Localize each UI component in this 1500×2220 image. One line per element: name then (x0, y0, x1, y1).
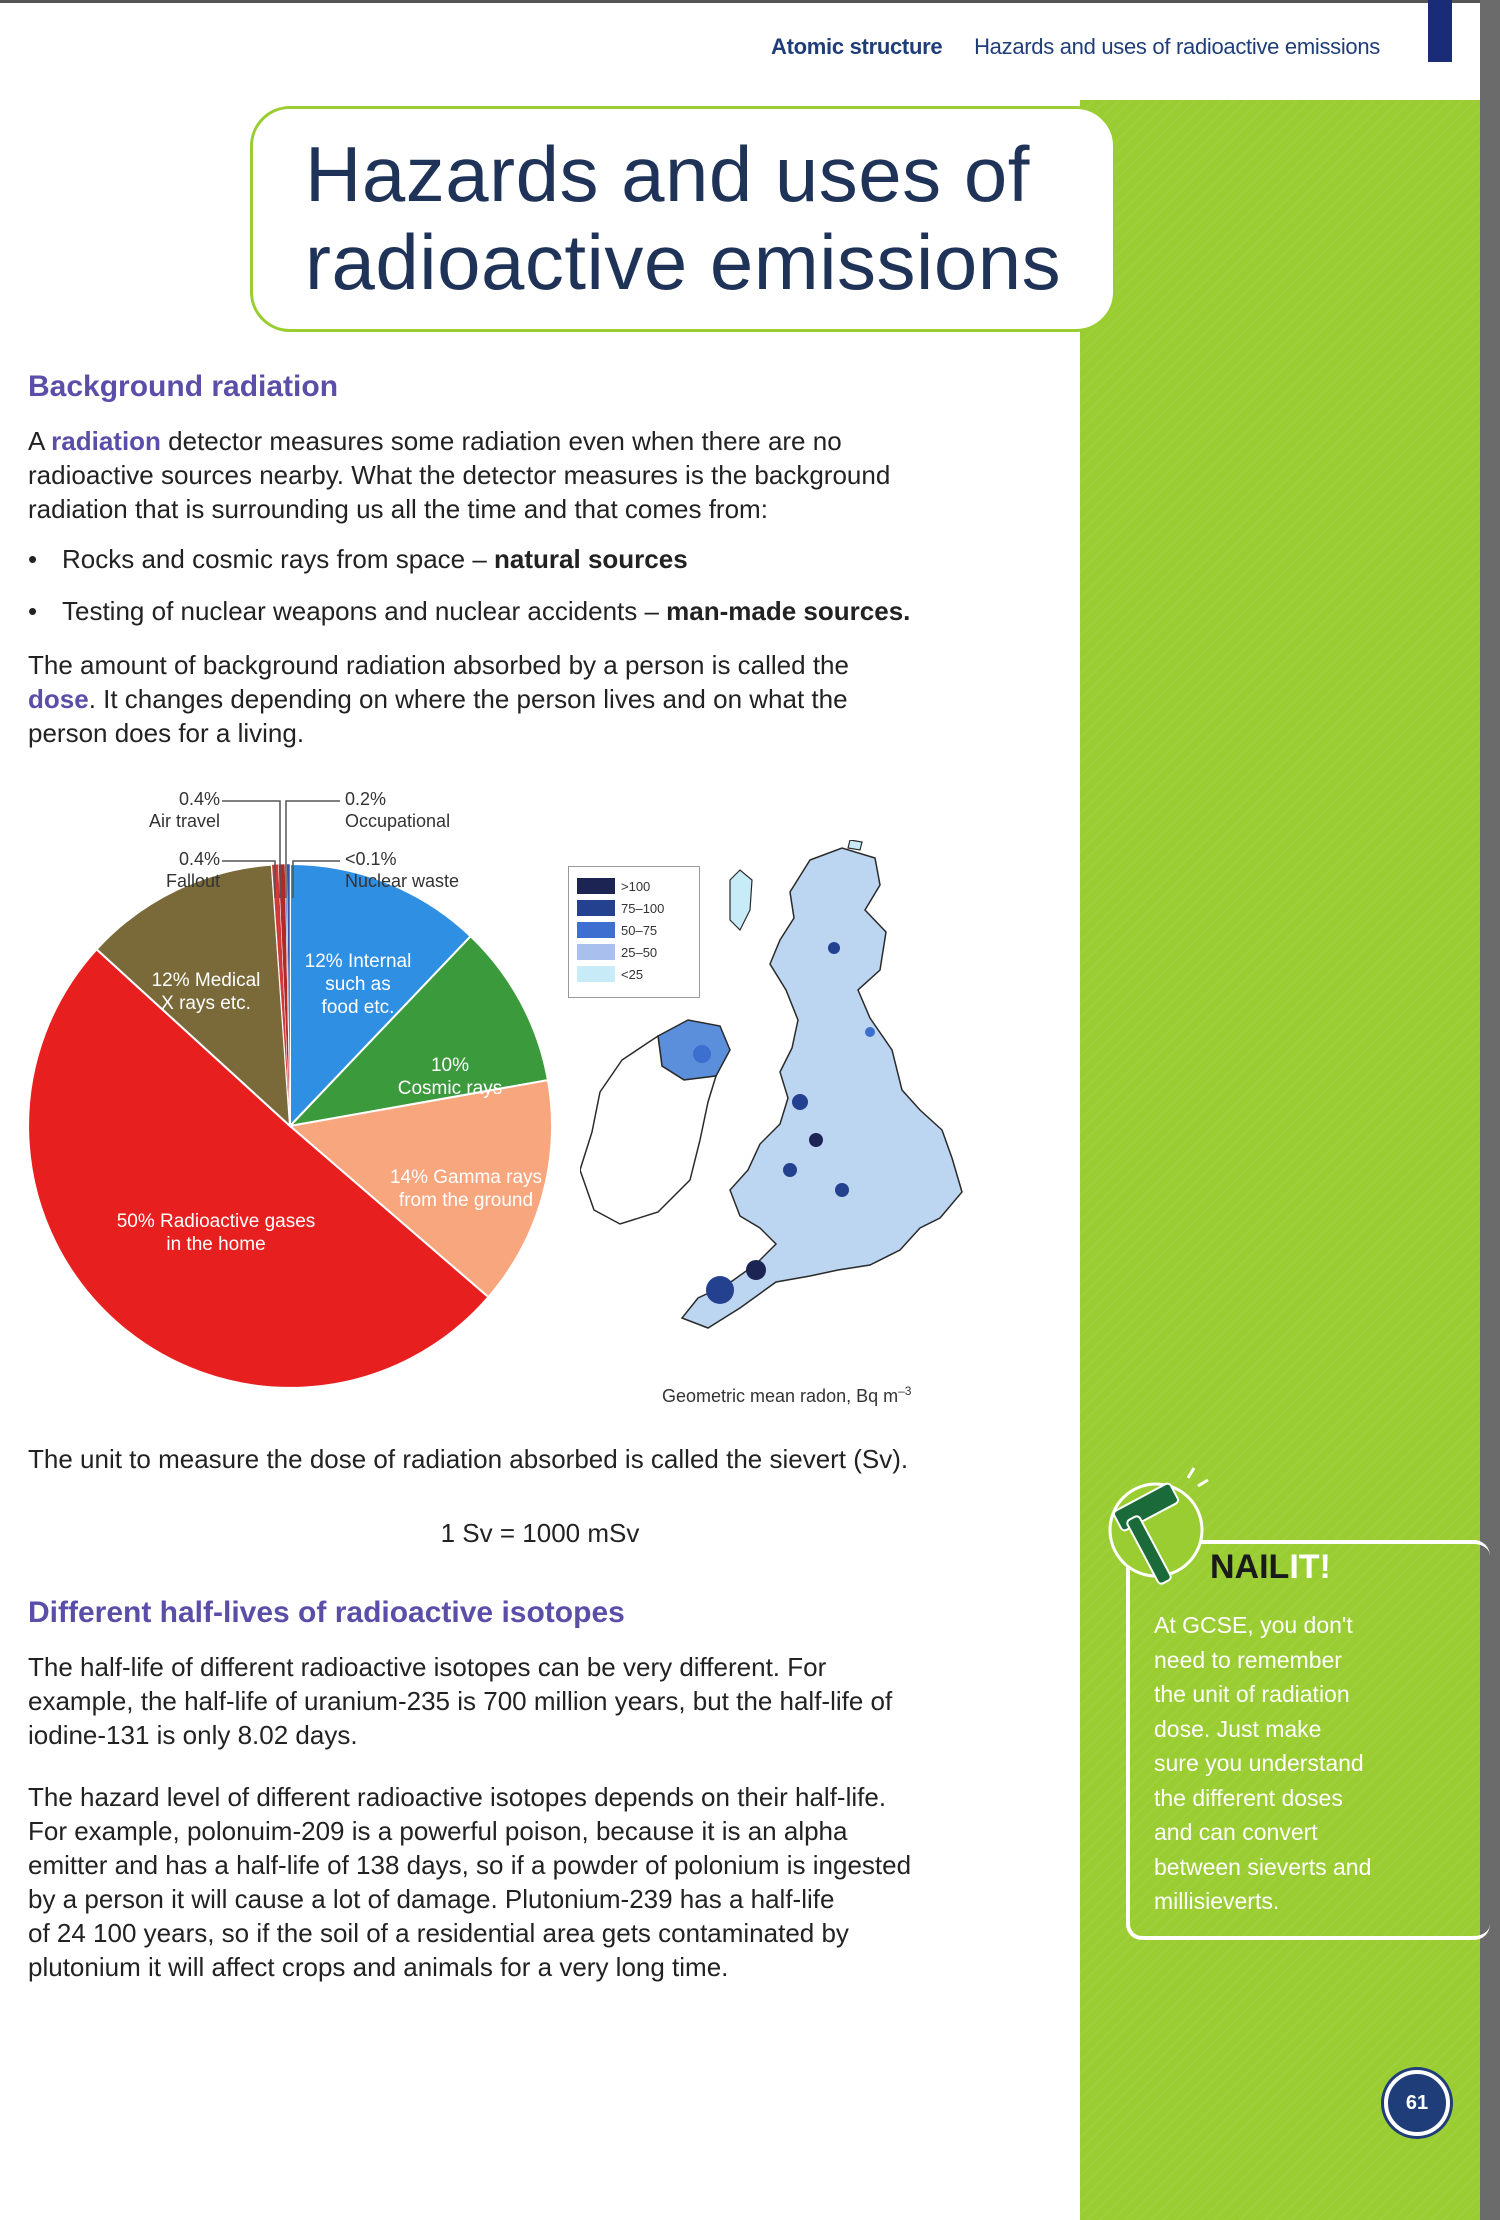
section-tab (1428, 0, 1452, 62)
hammer-icon (1104, 1464, 1214, 1594)
hl-p1-line: The half-life of different radioactive isotopes can be very different. For (28, 1652, 827, 1682)
nail-it-line: millisieverts. (1154, 1888, 1280, 1914)
hotspot-northumberland (865, 1027, 875, 1037)
hotspot-wales (783, 1163, 797, 1177)
hotspot-highlands (828, 942, 840, 954)
p1-line1-rest: detector measures some radiation even when there are no (160, 426, 842, 456)
legend-label: 25–50 (621, 944, 658, 960)
uk-radon-map (580, 840, 1060, 1380)
map-caption (662, 1384, 911, 1407)
label-gases-2: in the home (166, 1234, 266, 1255)
legend-label: 50–75 (621, 922, 658, 938)
nail-it-line: sure you understand (1154, 1750, 1364, 1776)
sievert-sentence: The unit to measure the dose of radiation absorbed is called the sievert (Sv). (28, 1444, 909, 1474)
callout-waste-pct: <0.1% (345, 849, 397, 869)
legend-label: <25 (621, 966, 644, 982)
bullet-dot: • (28, 544, 38, 574)
nail-it-line: and can convert (1154, 1819, 1318, 1845)
label-internal-2: such as (325, 974, 391, 995)
keyword-dose: dose (28, 684, 89, 714)
nail-it-heading-2: IT! (1289, 1548, 1331, 1586)
nail-it-line: the unit of radiation (1154, 1681, 1350, 1707)
sievert-equation: 1 Sv = 1000 mSv (440, 1518, 640, 1548)
map-hebrides (730, 870, 752, 930)
callout-fallout (120, 848, 220, 892)
halflives-heading: Different half-lives of radioactive isotopes (28, 1596, 625, 1629)
pie-slices (28, 864, 552, 1388)
hl-p1-line: example, the half-life of uranium-235 is 700 million years, but the half-life of (28, 1686, 893, 1716)
keyword-radiation: radiation (51, 426, 161, 456)
p2-line3: person does for a living. (28, 718, 305, 748)
legend-label: >100 (621, 878, 651, 894)
label-internal-3: food etc. (321, 997, 395, 1018)
nail-it-line: need to remember (1154, 1646, 1342, 1673)
bullet-natural-bold: natural sources (494, 544, 688, 574)
hl-p2-line: plutonium it will affect crops and animals for a very long time. (28, 1952, 729, 1982)
label-internal-1: 12% Internal (304, 951, 412, 972)
running-head (771, 34, 1380, 60)
running-head-section: Atomic structure (771, 34, 943, 59)
p1-line3: radiation that is surrounding us all the time and that comes from: (28, 494, 768, 524)
label-gamma-2: from the ground (398, 1190, 534, 1211)
background-paragraph-1 (28, 424, 1058, 526)
title-line-2: radioactive emissions (305, 218, 1062, 306)
hl-p1-line: iodine-131 is only 8.02 days. (28, 1720, 358, 1750)
map-great-britain (682, 848, 962, 1328)
background-paragraph-2 (28, 648, 1058, 750)
p1-line2: radioactive sources nearby. What the detector measures is the background (28, 460, 891, 490)
bullet-manmade-bold: man-made sources. (666, 596, 911, 626)
bullet-natural-text: Rocks and cosmic rays from space – (62, 544, 495, 574)
top-rule (0, 0, 1480, 3)
callout-nuclear-waste (345, 848, 459, 892)
halflives-paragraph-1 (28, 1650, 1058, 1752)
hotspot-cornwall (706, 1276, 734, 1304)
callout-occ-name: Occupational (345, 811, 451, 831)
legend-label: 75–100 (621, 900, 665, 916)
label-cosmic-1: 10% (430, 1055, 470, 1076)
nail-it-line: between sieverts and (1154, 1853, 1372, 1880)
nail-it-text (1154, 1608, 1424, 1919)
p2-line2-rest: . It changes depending on where the person lives and on what the (88, 684, 848, 714)
callout-air-pct: 0.4% (178, 789, 220, 809)
bullet-manmade (28, 594, 910, 628)
map-orkney (848, 840, 862, 850)
nail-it-heading (1210, 1548, 1331, 1587)
label-cosmic-2: Cosmic rays (397, 1078, 503, 1099)
hl-p2-line: The hazard level of different radioactive isotopes depends on their half-life. (28, 1782, 887, 1812)
hotspot-derbyshire (809, 1133, 823, 1147)
page-title (305, 130, 1061, 306)
p1-start: A (28, 426, 52, 456)
map-caption-text: Geometric mean radon, Bq m (662, 1386, 899, 1406)
callout-occ-pct: 0.2% (345, 789, 387, 809)
callout-air-travel (120, 788, 220, 832)
running-head-topic: Hazards and uses of radioactive emissions (974, 34, 1380, 59)
hl-p2-line: by a person it will cause a lot of damage. Plutonium-239 has a half-life (28, 1884, 835, 1914)
title-line-1: Hazards and uses of (305, 130, 1030, 218)
label-medical-1: 12% Medical (151, 970, 261, 991)
background-radiation-pie-chart (0, 780, 560, 1420)
hotspot-northants (835, 1183, 849, 1197)
map-caption-sup: –3 (898, 1384, 912, 1398)
hl-p2-line: For example, polonuim-209 is a powerful poison, because it is an alpha (28, 1816, 848, 1846)
bullet-manmade-text: Testing of nuclear weapons and nuclear accidents – (62, 596, 667, 626)
hotspot-pennines (792, 1094, 808, 1110)
hl-p2-line: of 24 100 years, so if the soil of a residential area gets contaminated by (28, 1918, 849, 1948)
label-gases-1: 50% Radioactive gases (116, 1211, 316, 1232)
hotspot-ni (693, 1045, 711, 1063)
nail-it-line: At GCSE, you don't (1154, 1612, 1353, 1638)
nail-it-line: dose. Just make (1154, 1715, 1322, 1742)
page-number: 61 (1384, 2070, 1450, 2136)
callout-occupational (345, 788, 450, 832)
halflives-paragraph-2 (28, 1780, 1058, 1984)
callout-air-name: Air travel (148, 811, 220, 831)
bullet-natural (28, 542, 688, 576)
hl-p2-line: emitter and has a half-life of 138 days, so if a powder of polonium is ingested (28, 1850, 912, 1880)
callout-fallout-pct: 0.4% (178, 849, 220, 869)
callout-fallout-name: Fallout (165, 871, 220, 891)
p2-line1: The amount of background radiation absorbed by a person is called the (28, 650, 849, 680)
nail-it-heading-1: NAIL (1210, 1548, 1290, 1586)
nail-it-line: the different doses (1154, 1784, 1343, 1811)
hotspot-devon (746, 1260, 766, 1280)
bullet-dot: • (28, 596, 38, 626)
callout-waste-name: Nuclear waste (345, 871, 460, 891)
label-gamma-1: 14% Gamma rays (389, 1167, 543, 1188)
label-medical-2: X rays etc. (161, 993, 251, 1014)
background-heading: Background radiation (28, 370, 339, 403)
